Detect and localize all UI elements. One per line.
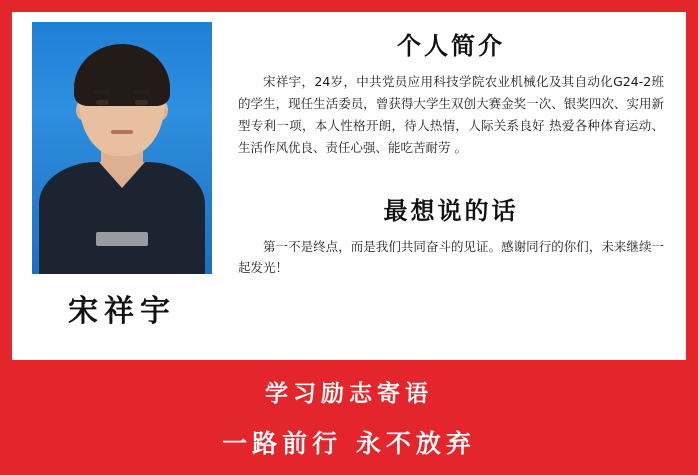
portrait-eyebrow-right: [134, 90, 150, 94]
portrait-eyebrow-left: [94, 90, 110, 94]
section-title-message: 最想说的话: [383, 195, 519, 225]
portrait-eye-right: [135, 100, 148, 105]
photo-column: [12, 12, 232, 360]
portrait-photo: [32, 22, 212, 274]
section-body-message: 第一不是终点，而是我们共同奋斗的见证。感谢同行的你们，未来继续一起发光！: [238, 238, 664, 276]
text-column: [232, 12, 686, 360]
white-content-card: [12, 12, 686, 360]
banner-slogan: 一路前行 永不放弃: [222, 429, 476, 458]
section-title-profile: 个人简介: [397, 31, 505, 60]
portrait-mouth: [111, 130, 133, 134]
portrait-shirt-logo: [96, 232, 148, 246]
bottom-banner: [0, 360, 698, 475]
portrait-eye-left: [96, 100, 109, 105]
portrait-hair: [74, 44, 170, 106]
section-spacer: [238, 159, 664, 185]
section-body-profile: 宋祥宇，24岁，中共党员应用科技学院农业机械化及其自动化G24-2班的学生，现任生活委员，曾获得大学生双创大赛金奖一次、银奖四次、实用新型专利一项，本人性格开朗，待人热情，人际关系良好 热爱各种体育运动、生活作风优良、责任心强、能吃苦耐劳 。: [238, 74, 664, 155]
banner-heading: 学习励志寄语: [265, 380, 433, 407]
person-name: 宋祥宇: [68, 294, 176, 329]
